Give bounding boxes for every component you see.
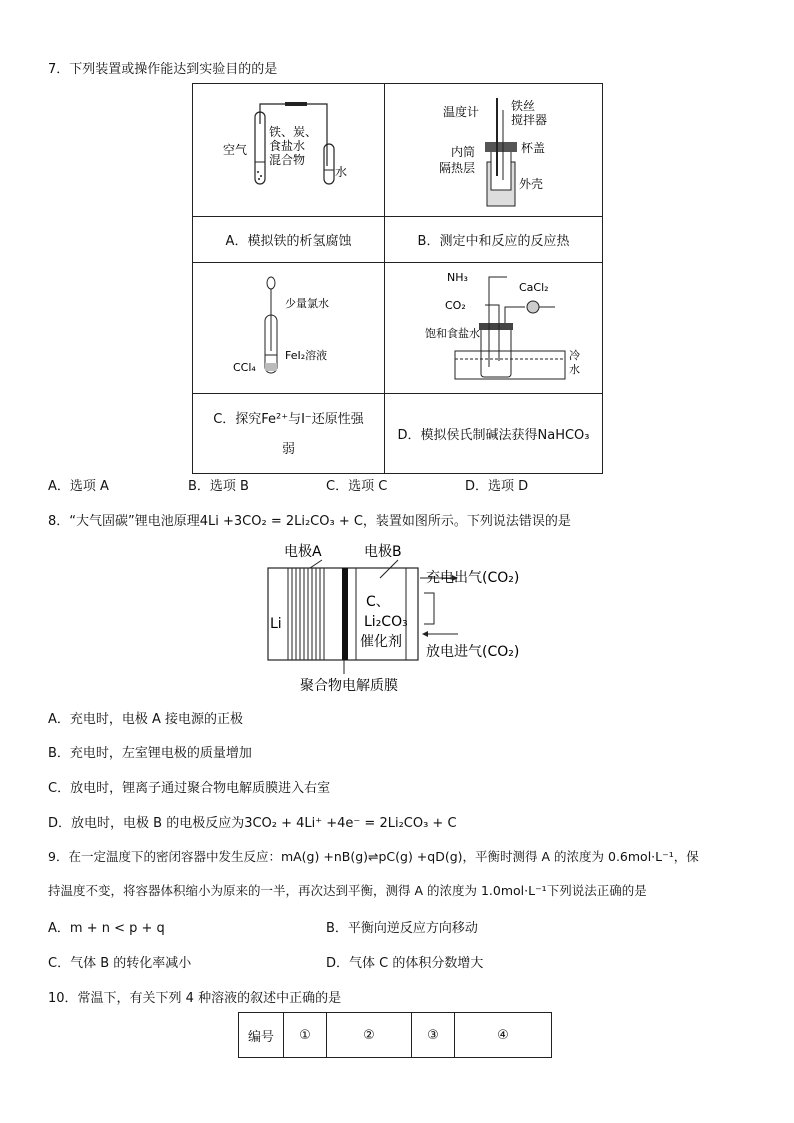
fig-a-mix2: 食盐水 xyxy=(269,139,306,153)
q8-catalyst: 催化剂 xyxy=(360,634,402,650)
fig-c-ccl4: CCl₄ xyxy=(233,361,256,374)
fig-b-shell: 外壳 xyxy=(519,177,544,191)
fig-b-lid: 杯盖 xyxy=(521,141,546,155)
fig-d-cold2: 水 xyxy=(569,363,580,376)
fig-d-cold1: 冷 xyxy=(569,349,580,362)
caption-c-line1: C．探究Fe²⁺与I⁻还原性强 xyxy=(213,411,364,427)
q9-line2: 持温度不变，将容器体积缩小为原来的一半，再次达到平衡，测得 A 的浓度为 1.0mol·L⁻¹下列说法正确的是 xyxy=(48,883,647,898)
fig-b-calorimeter xyxy=(385,84,602,212)
q8-option-a: A．充电时，电极 A 接电源的正极 xyxy=(48,712,244,727)
fig-a-water: 水 xyxy=(335,165,348,179)
fig-d-cell xyxy=(385,263,603,394)
fig-c-fei2: FeI₂溶液 xyxy=(285,349,328,362)
fig-a-apparatus xyxy=(193,84,384,212)
caption-a: A．模拟铁的析氢腐蚀 xyxy=(193,217,385,263)
q10-col-3: ③ xyxy=(412,1013,455,1058)
q9-option-c: C．气体 B 的转化率减小 xyxy=(48,956,192,971)
q8-battery-diagram xyxy=(262,538,542,698)
q9-option-a: A．m + n < p + q xyxy=(48,921,165,936)
q7-option-a: A．选项 A xyxy=(48,479,109,494)
q7-option-d: D．选项 D xyxy=(465,479,529,494)
caption-d: D．模拟侯氏制碱法获得NaHCO₃ xyxy=(385,394,603,474)
q8-option-c: C．放电时，锂离子通过聚合物电解质膜进入右室 xyxy=(48,781,331,796)
fig-c-cell xyxy=(193,263,385,394)
q8-li2co3: Li₂CO₃ xyxy=(364,614,408,630)
q7-figure-table xyxy=(192,83,603,474)
q10-stem: 10．常温下，有关下列 4 种溶液的叙述中正确的是 xyxy=(48,991,342,1006)
fig-b-stir1: 铁丝 xyxy=(511,99,536,113)
q10-col-1: ① xyxy=(284,1013,327,1058)
q8-discharge-in: 放电进气(CO₂) xyxy=(426,644,520,660)
q7-option-b: B．选项 B xyxy=(188,479,249,494)
q8-electrode-b: 电极B xyxy=(364,544,402,560)
q7-stem: 7．下列装置或操作能达到实验目的的是 xyxy=(48,62,278,77)
q9-option-d: D．气体 C 的体积分数增大 xyxy=(326,956,484,971)
fig-c-apparatus xyxy=(193,263,384,389)
q8-option-b: B．充电时，左室锂电极的质量增加 xyxy=(48,746,252,761)
q10-table xyxy=(238,1012,552,1058)
q8-stem: 8．“大气固碳”锂电池原理4Li +3CO₂ = 2Li₂CO₃ + C，装置如图所示。下列说法错误的是 xyxy=(48,514,571,529)
q7-option-c: C．选项 C xyxy=(326,479,388,494)
q8-c: C、 xyxy=(366,594,390,610)
fig-d-cacl2: CaCl₂ xyxy=(519,281,549,294)
q10-col-4: ④ xyxy=(455,1013,552,1058)
fig-a-mix3: 混合物 xyxy=(269,153,306,167)
fig-a-mix1: 铁、炭、 xyxy=(269,125,318,139)
q9-option-b: B．平衡向逆反应方向移动 xyxy=(326,921,478,936)
fig-a-cell xyxy=(193,84,385,217)
q8-option-d: D．放电时，电极 B 的电极反应为3CO₂ + 4Li⁺ +4e⁻ = 2Li₂CO₃ + C xyxy=(48,816,457,831)
q8-electrode-a: 电极A xyxy=(284,544,322,560)
fig-a-air: 空气 xyxy=(223,143,248,157)
fig-c-chlorine: 少量氯水 xyxy=(285,297,329,310)
fig-d-co2: CO₂ xyxy=(445,299,466,312)
q8-charge-out: 充电出气(CO₂) xyxy=(426,570,520,586)
caption-b: B．测定中和反应的反应热 xyxy=(385,217,603,263)
fig-b-stir2: 搅拌器 xyxy=(511,113,548,127)
fig-b-insul: 隔热层 xyxy=(439,161,476,175)
q9-line1: 9．在一定温度下的密闭容器中发生反应：mA(g) +nB(g)⇌pC(g) +qD(g)，平衡时测得 A 的浓度为 0.6mol·L⁻¹，保 xyxy=(48,849,699,864)
caption-c xyxy=(193,394,385,474)
fig-d-apparatus xyxy=(385,263,602,389)
q10-header-label: 编号 xyxy=(239,1013,284,1058)
q10-col-2: ② xyxy=(327,1013,412,1058)
caption-c-line2: 弱 xyxy=(281,441,295,457)
fig-b-thermo: 温度计 xyxy=(443,105,480,119)
fig-d-nh3: NH₃ xyxy=(447,271,468,284)
fig-b-cell xyxy=(385,84,603,217)
fig-b-inner: 内筒 xyxy=(451,145,476,159)
q8-li: Li xyxy=(270,616,282,632)
q8-membrane: 聚合物电解质膜 xyxy=(300,678,398,694)
fig-d-brine: 饱和食盐水 xyxy=(425,327,480,340)
